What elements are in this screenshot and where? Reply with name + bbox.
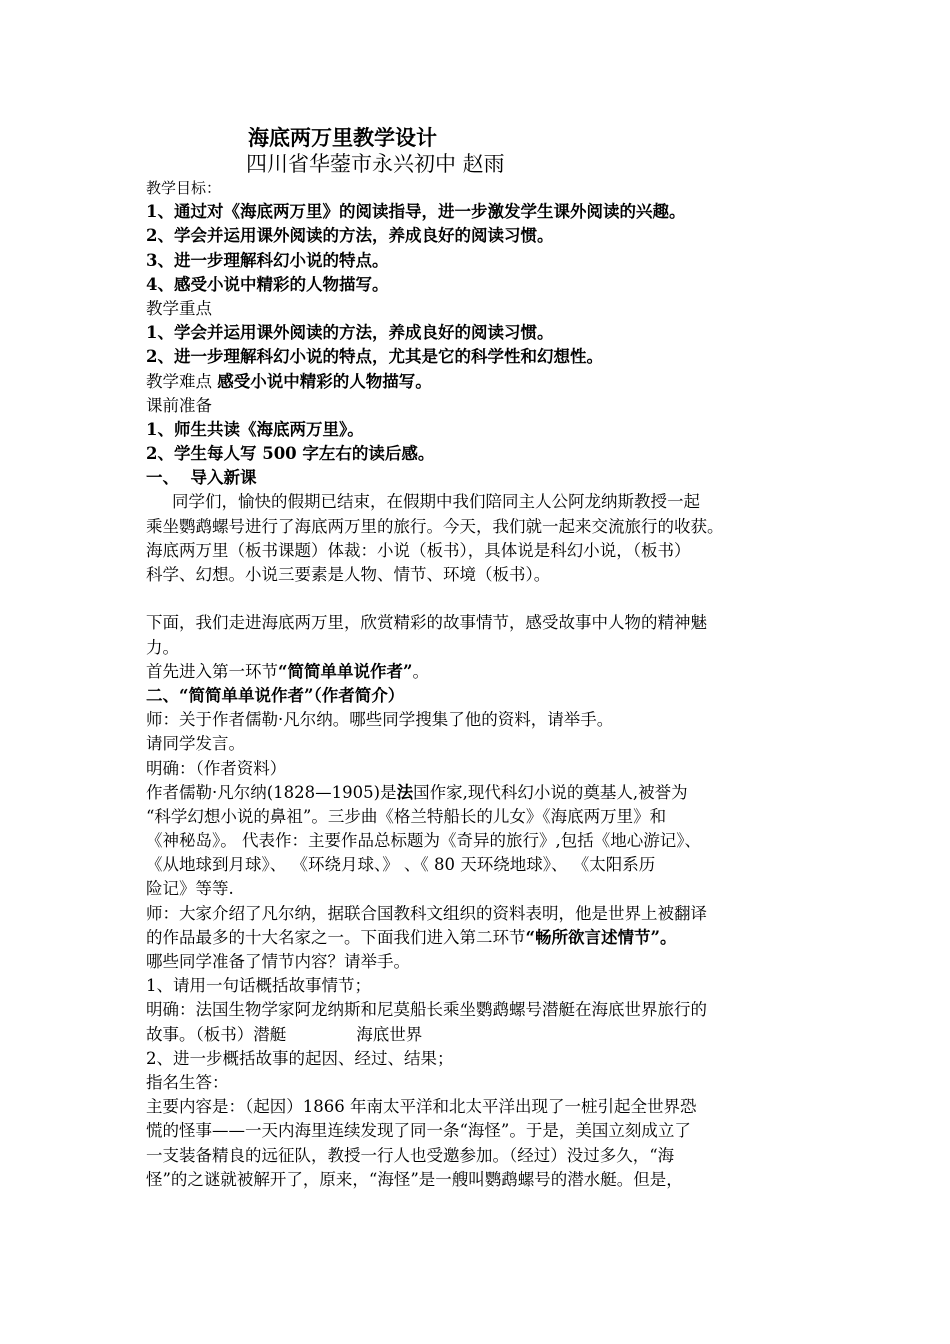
author-line (146, 781, 816, 805)
goal-item: 2、学会并运用课外阅读的方法，养成良好的阅读习惯。 (146, 226, 554, 246)
difficulty-line (146, 370, 816, 394)
paragraph-line: 明确：（作者资料） (146, 758, 287, 778)
paragraph-line: 一支装备精良的远征队，教授一行人也受邀参加。（经过）没过多久，“海 (146, 1145, 675, 1165)
paragraph-line: 乘坐鹦鹉螺号进行了海底两万里的旅行。今天，我们就一起来交流旅行的收获。 (146, 516, 724, 536)
enter-suffix: 。 (412, 661, 429, 681)
paragraph-line: 请同学发言。 (146, 734, 245, 754)
enter-line (146, 660, 816, 684)
paragraph-line: 同学们，愉快的假期已结束，在假期中我们陪同主人公阿龙纳斯教授一起 (172, 492, 700, 512)
document-body (146, 176, 816, 1192)
story-line (146, 1023, 816, 1047)
teacher-line (146, 926, 816, 950)
author-suffix: 国作家,现代科幻小说的奠基人,被誉为 (413, 782, 688, 802)
keypoints-heading: 教学重点 (146, 298, 212, 318)
paragraph-line: 险记》等等. (146, 879, 234, 899)
difficulty-label: 教学难点 (146, 371, 218, 391)
keypoint-item: 2、进一步理解科幻小说的特点，尤其是它的科学性和幻想性。 (146, 347, 603, 367)
paragraph-line: 师：关于作者儒勒·凡尔纳。哪些同学搜集了他的资料，请举手。 (146, 710, 614, 730)
paragraph-line: 明确：法国生物学家阿龙纳斯和尼莫船长乘坐鹦鹉螺号潜艇在海底世界旅行的 (146, 1000, 707, 1020)
paragraph-line: 主要内容是：（起因）1866 年南太平洋和北太平洋出现了一桩引起全世界恐 (146, 1097, 697, 1117)
section1-heading: 一、 导入新课 (146, 468, 257, 488)
goal-item: 4、感受小说中精彩的人物描写。 (146, 274, 389, 294)
document-title: 海底两万里教学设计 (248, 125, 437, 150)
paragraph-line: 《神秘岛》。 代表作：主要作品总标题为《奇异的旅行》,包括《地心游记》、 (146, 831, 701, 851)
paragraph-line: 指名生答： (146, 1072, 229, 1092)
paragraph-line: 慌的怪事——一天内海里连续发现了同一条“海怪”。于是，美国立刻成立了 (146, 1121, 691, 1141)
enter-bold: “简简单单说作者” (278, 661, 413, 681)
paragraph-line: 力。 (146, 637, 179, 657)
teacher-bold: “畅所欲言述情节”。 (525, 927, 677, 947)
paragraph-line: “科学幻想小说的鼻祖”。三步曲《格兰特船长的儿女》《海底两万里》和 (146, 806, 667, 826)
goal-item: 3、进一步理解科幻小说的特点。 (146, 250, 389, 270)
prep-heading: 课前准备 (146, 395, 212, 415)
paragraph-line: 海底两万里（板书课题）体裁：小说（板书），具体说是科幻小说，（板书） (146, 540, 691, 560)
section2-heading: 二、“简简单单说作者”（作者简介） (146, 685, 405, 705)
prep-item: 2、学生每人写 500 字左右的读后感。 (146, 444, 435, 464)
prep-item: 1、师生共读《海底两万里》。 (146, 419, 364, 439)
paragraph-line: 1、请用一句话概括故事情节； (146, 976, 371, 996)
goals-heading: 教学目标： (146, 179, 222, 197)
difficulty-text: 感受小说中精彩的人物描写。 (217, 371, 432, 391)
paragraph-line: 怪”的之谜就被解开了，原来，“海怪”是一艘叫鹦鹉螺号的潜水艇。但是， (146, 1169, 683, 1189)
document-subtitle: 四川省华蓥市永兴初中 赵雨 (246, 152, 505, 176)
paragraph-line: 师：大家介绍了凡尔纳，据联合国教科文组织的资料表明，他是世界上被翻译 (146, 903, 707, 923)
teacher-prefix: 的作品最多的十大名家之一。下面我们进入第二环节 (146, 927, 526, 947)
paragraph-line: 下面，我们走进海底两万里，欣赏精彩的故事情节，感受故事中人物的精神魅 (146, 613, 707, 633)
paragraph-line: 哪些同学准备了情节内容？请举手。 (146, 952, 410, 971)
paragraph-line: 科学、幻想。小说三要素是人物、情节、环境（板书）。 (146, 565, 551, 584)
keypoint-item: 1、学会并运用课外阅读的方法，养成良好的阅读习惯。 (146, 323, 554, 343)
story-suffix: 海底世界 (356, 1024, 423, 1044)
enter-prefix: 首先进入第一环节 (146, 661, 278, 681)
paragraph-line: 《从地球到月球》、 《环绕月球、》 、《 80 天环绕地球》、 《太阳系历 (146, 855, 656, 875)
blank-line (146, 587, 816, 611)
paragraph-line: 2、进一步概括故事的起因、经过、结果； (146, 1048, 454, 1068)
author-prefix: 作者儒勒·凡尔纳(1828—1905)是 (146, 782, 397, 802)
story-prefix: 故事。（板书）潜艇 (146, 1024, 287, 1044)
goal-item: 1、通过对《海底两万里》的阅读指导，进一步激发学生课外阅读的兴趣。 (146, 202, 686, 222)
author-bold: 法 (396, 782, 414, 802)
